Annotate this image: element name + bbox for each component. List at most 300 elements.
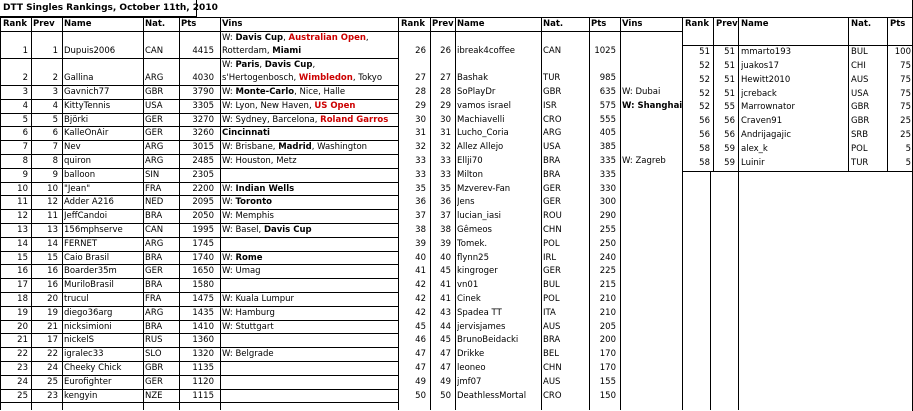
points-cell: 3305 xyxy=(192,100,214,111)
nationality: GBR xyxy=(851,116,870,127)
rank-cell: 47 xyxy=(415,363,426,373)
prev-cell: 15 xyxy=(47,252,58,263)
column-line xyxy=(398,18,399,410)
prev-cell: 11 xyxy=(47,211,58,222)
prev-cell: 7 xyxy=(52,142,58,153)
player-name: Eurofighter xyxy=(64,376,112,387)
wins-text: W: Houston, Metz xyxy=(222,156,297,166)
player-name: quiron xyxy=(64,156,92,166)
prev-cell: 12 xyxy=(47,197,58,208)
nationality: ARG xyxy=(145,142,164,153)
nationality: TUR xyxy=(851,157,869,168)
column-line xyxy=(179,18,180,410)
wins-cell xyxy=(222,210,398,223)
wins-cell xyxy=(222,224,398,237)
prev-cell: 49 xyxy=(440,376,451,387)
player-name: alex_k xyxy=(741,143,768,154)
rank-cell: 1 xyxy=(22,46,28,56)
rank-cell: 51 xyxy=(699,47,710,57)
prev-cell: 56 xyxy=(724,130,735,141)
nationality: BRA xyxy=(543,169,561,180)
player-name: Nev xyxy=(64,142,81,153)
sheet-title: DTT Singles Rankings, October 11th, 2010 xyxy=(3,3,218,13)
rank-cell: 10 xyxy=(17,183,28,194)
wins-cell xyxy=(222,72,398,85)
points-cell: 25 xyxy=(900,130,911,141)
points-cell: 225 xyxy=(599,266,616,277)
prev-cell: 22 xyxy=(47,349,58,360)
points-cell: 155 xyxy=(599,376,616,387)
wins-cell xyxy=(222,196,398,209)
rank-cell: 21 xyxy=(17,335,28,346)
wins-cell xyxy=(222,321,398,334)
prev-cell: 35 xyxy=(440,183,451,194)
rank-cell: 13 xyxy=(17,225,28,235)
major-win: Cincinnati xyxy=(222,128,270,139)
rank-cell: 15 xyxy=(17,252,28,263)
nationality: CHI xyxy=(851,60,866,71)
points-cell: 335 xyxy=(599,169,616,180)
nationality: BEL xyxy=(543,349,559,360)
rank-cell: 38 xyxy=(415,225,426,235)
player-name: ibreak4coffee xyxy=(457,46,516,56)
prev-cell: 30 xyxy=(440,114,451,125)
points-cell: 255 xyxy=(599,225,616,235)
wins-cell xyxy=(222,307,398,320)
rank-cell: 33 xyxy=(415,169,426,180)
points-cell: 2095 xyxy=(192,197,214,208)
rank-cell: 11 xyxy=(17,197,28,208)
wins-cell xyxy=(222,348,398,361)
prev-cell: 28 xyxy=(440,87,451,97)
player-name: Allez Allejo xyxy=(457,142,504,153)
rank-cell: 58 xyxy=(699,157,710,168)
prev-cell: 8 xyxy=(52,156,58,166)
prev-cell: 16 xyxy=(47,280,58,291)
rank-cell: 24 xyxy=(17,376,28,387)
rank-cell: 30 xyxy=(415,114,426,125)
mid-header-name: Name xyxy=(457,19,485,29)
points-cell: 1135 xyxy=(192,363,214,373)
player-name: igralec33 xyxy=(64,349,104,360)
player-name: Andrijagajic xyxy=(741,130,792,141)
wins-text: W: Sydney, Barcelona, xyxy=(222,114,321,125)
player-name: Machiavelli xyxy=(457,114,505,125)
column-line xyxy=(541,18,542,410)
rank-cell: 52 xyxy=(699,102,710,113)
prev-cell: 26 xyxy=(440,46,451,56)
column-line xyxy=(848,18,849,171)
points-cell: 555 xyxy=(599,114,616,125)
points-cell: 210 xyxy=(599,307,616,318)
nationality: GBR xyxy=(145,363,164,373)
nationality: TUR xyxy=(543,73,561,83)
player-name: flynn25 xyxy=(457,252,489,263)
points-cell: 75 xyxy=(900,102,911,113)
nationality: POL xyxy=(851,143,868,154)
player-name: diego36arg xyxy=(64,307,113,318)
rank-cell: 42 xyxy=(415,280,426,291)
rank-cell: 16 xyxy=(17,266,28,277)
rank-cell: 45 xyxy=(415,321,426,332)
column-line xyxy=(738,18,739,171)
player-name: Björki xyxy=(64,114,89,125)
nationality: BUL xyxy=(543,280,560,291)
rank-cell: 9 xyxy=(22,169,28,180)
points-cell: 385 xyxy=(599,142,616,153)
wins-text: , Tokyo xyxy=(352,73,383,83)
right-header-nat: Nat. xyxy=(851,19,872,29)
points-cell: 2485 xyxy=(192,156,214,166)
player-name: kengyin xyxy=(64,390,98,401)
prev-cell: 17 xyxy=(47,335,58,346)
rank-cell: 52 xyxy=(699,74,710,85)
column-line xyxy=(710,171,711,410)
prev-cell: 9 xyxy=(52,169,58,180)
wins-text: , Washington xyxy=(311,142,368,153)
player-name: Gallina xyxy=(64,73,94,83)
nationality: ISR xyxy=(543,100,557,111)
wins-cell xyxy=(222,86,398,99)
nationality: GER xyxy=(145,114,163,125)
player-name: BrunoBeidacki xyxy=(457,335,519,346)
wins-text: , xyxy=(312,60,316,70)
header-rank: Rank xyxy=(3,19,27,29)
wins-text: W: Memphis xyxy=(222,211,274,222)
points-cell: 2305 xyxy=(192,169,214,180)
rank-cell: 41 xyxy=(415,266,426,277)
player-name: Marrownator xyxy=(741,102,795,113)
wins-text: , xyxy=(365,33,369,43)
major-win: Miami xyxy=(272,46,302,56)
grand-slam-win: Australian Open xyxy=(288,33,366,43)
column-line xyxy=(455,18,456,410)
prev-cell: 31 xyxy=(440,128,451,139)
player-name: "Jean" xyxy=(64,183,91,194)
rank-cell: 18 xyxy=(17,294,28,304)
rank-cell: 39 xyxy=(415,238,426,249)
right-header-rank: Rank xyxy=(685,19,709,29)
player-name: KalleOnAir xyxy=(64,128,109,139)
grand-slam-win: Roland Garros xyxy=(320,114,389,125)
points-cell: 215 xyxy=(599,280,616,291)
nationality: ARG xyxy=(145,238,164,249)
wins-text: W: Basel, xyxy=(222,225,264,235)
points-cell: 1995 xyxy=(192,225,214,235)
major-win: Madrid xyxy=(278,142,312,153)
nationality: POL xyxy=(543,238,560,249)
header-prev: Prev xyxy=(33,19,55,29)
points-cell: 2200 xyxy=(192,183,214,194)
player-name: Gavnich77 xyxy=(64,87,110,97)
prev-cell: 16 xyxy=(47,266,58,277)
points-cell: 205 xyxy=(599,321,616,332)
nationality: NED xyxy=(145,197,164,208)
prev-cell: 5 xyxy=(52,114,58,125)
prev-cell: 43 xyxy=(440,307,451,318)
points-cell: 3015 xyxy=(192,142,214,153)
nationality: ROU xyxy=(543,211,562,222)
points-cell: 1580 xyxy=(192,280,214,291)
points-cell: 150 xyxy=(599,390,616,401)
prev-cell: 56 xyxy=(724,116,735,127)
points-cell: 575 xyxy=(599,100,616,111)
prev-cell: 25 xyxy=(47,376,58,387)
nationality: ARG xyxy=(145,307,164,318)
right-header-name: Name xyxy=(741,19,769,29)
mid-header-pts: Pts xyxy=(591,19,607,29)
nationality: GBR xyxy=(851,102,870,113)
player-name: SoPlayDr xyxy=(457,87,496,97)
header-vins: Vins xyxy=(222,19,243,29)
rank-cell: 58 xyxy=(699,143,710,154)
nationality: IRL xyxy=(543,252,557,263)
column-line xyxy=(62,18,63,410)
grand-slam-win: Wimbledon xyxy=(298,73,353,83)
column-line xyxy=(682,18,683,410)
nationality: AUS xyxy=(851,74,869,85)
player-name: 156mphserve xyxy=(64,225,123,235)
prev-cell: 32 xyxy=(440,142,451,153)
wins-cell xyxy=(222,100,398,113)
player-name: Spadea TT xyxy=(457,307,502,318)
points-cell: 1115 xyxy=(192,390,214,401)
wins-cell xyxy=(222,59,398,72)
points-cell: 170 xyxy=(599,363,616,373)
mid-header-prev: Prev xyxy=(432,19,454,29)
wins-cell xyxy=(222,155,398,168)
prev-cell: 33 xyxy=(440,156,451,166)
player-name: KittyTennis xyxy=(64,100,111,111)
column-line xyxy=(0,18,1,410)
wins-text: W: Hamburg xyxy=(222,307,275,318)
points-cell: 300 xyxy=(599,197,616,208)
major-win: Paris xyxy=(235,60,260,70)
prev-cell: 24 xyxy=(47,363,58,373)
rank-cell: 7 xyxy=(22,142,28,153)
nationality: SLO xyxy=(145,349,162,360)
player-name: JeffCandoi xyxy=(64,211,108,222)
nationality: NZE xyxy=(145,390,163,401)
prev-cell: 51 xyxy=(724,47,735,57)
rank-cell: 3 xyxy=(22,87,28,97)
player-name: jcreback xyxy=(741,88,777,99)
player-name: vn01 xyxy=(457,280,479,291)
rank-cell: 26 xyxy=(415,46,426,56)
column-line xyxy=(31,18,32,410)
prev-cell: 20 xyxy=(47,294,58,304)
nationality: USA xyxy=(851,88,869,99)
rank-cell: 52 xyxy=(699,60,710,71)
prev-cell: 27 xyxy=(440,73,451,83)
nationality: GER xyxy=(145,128,163,139)
nationality: POL xyxy=(543,294,560,304)
rank-cell: 25 xyxy=(17,390,28,401)
points-cell: 4415 xyxy=(192,46,214,56)
rank-cell: 12 xyxy=(17,211,28,222)
rank-cell: 28 xyxy=(415,87,426,97)
player-name: nicksimioni xyxy=(64,321,112,332)
wins-text: W: xyxy=(222,33,236,43)
wins-cell xyxy=(222,127,398,140)
rank-cell: 35 xyxy=(415,183,426,194)
player-name: trucul xyxy=(64,294,89,304)
wins-text: W: Umag xyxy=(222,266,261,277)
rank-cell: 36 xyxy=(415,197,426,208)
wins-text: W: xyxy=(222,87,236,97)
nationality: USA xyxy=(543,142,561,153)
rank-cell: 37 xyxy=(415,211,426,222)
prev-cell: 36 xyxy=(440,197,451,208)
column-line xyxy=(589,18,590,410)
points-cell: 290 xyxy=(599,211,616,222)
prev-cell: 55 xyxy=(724,102,735,113)
nationality: BRA xyxy=(145,321,163,332)
player-name: Hewitt2010 xyxy=(741,74,791,85)
prev-cell: 29 xyxy=(440,100,451,111)
column-line xyxy=(887,18,888,171)
prev-cell: 21 xyxy=(47,321,58,332)
wins-text: W: xyxy=(222,252,236,263)
player-name: Caio Brasil xyxy=(64,252,110,263)
player-name: Cinek xyxy=(457,294,481,304)
prev-cell: 41 xyxy=(440,280,451,291)
player-name: mmarto193 xyxy=(741,47,792,57)
rank-cell: 50 xyxy=(415,390,426,401)
prev-cell: 50 xyxy=(440,390,451,401)
prev-cell: 39 xyxy=(440,238,451,249)
wins-cell: W: Dubai xyxy=(622,87,661,97)
wins-cell xyxy=(222,45,398,58)
player-name: Dupuis2006 xyxy=(64,46,116,56)
nationality: CRO xyxy=(543,114,562,125)
rank-cell: 2 xyxy=(22,73,28,83)
player-name: juakos17 xyxy=(741,60,780,71)
rank-cell: 47 xyxy=(415,349,426,360)
prev-cell: 59 xyxy=(724,157,735,168)
points-cell: 405 xyxy=(599,128,616,139)
rank-cell: 42 xyxy=(415,307,426,318)
player-name: Boarder35m xyxy=(64,266,117,277)
points-cell: 1475 xyxy=(192,294,214,304)
points-cell: 1360 xyxy=(192,335,214,346)
points-cell: 75 xyxy=(900,88,911,99)
prev-cell: 37 xyxy=(440,211,451,222)
player-name: balloon xyxy=(64,169,96,180)
rank-cell: 40 xyxy=(415,252,426,263)
major-win: Monte-Carlo xyxy=(235,87,295,97)
nationality: GER xyxy=(145,266,163,277)
header-nat: Nat. xyxy=(145,19,166,29)
wins-cell: W: Shanghai xyxy=(622,100,683,111)
nationality: AUS xyxy=(543,321,561,332)
header-pts: Pts xyxy=(181,19,197,29)
player-name: Gêmeos xyxy=(457,225,492,235)
nationality: CAN xyxy=(145,46,164,56)
rank-cell: 27 xyxy=(415,73,426,83)
header-bottom-line xyxy=(0,31,682,32)
wins-text: , Nice, Halle xyxy=(294,87,346,97)
right-header-pts: Pts xyxy=(890,19,906,29)
prev-cell: 14 xyxy=(47,238,58,249)
wins-cell xyxy=(222,32,398,45)
points-cell: 5 xyxy=(905,157,911,168)
wins-cell xyxy=(222,141,398,154)
major-win: Toronto xyxy=(235,197,272,208)
wins-cell xyxy=(222,114,398,127)
points-cell: 1320 xyxy=(192,349,214,360)
wins-text: W: xyxy=(222,183,236,194)
points-cell: 25 xyxy=(900,116,911,127)
wins-text: W: Lyon, New Haven, xyxy=(222,100,315,111)
column-line xyxy=(430,18,431,410)
column-line xyxy=(713,18,714,171)
rank-cell: 32 xyxy=(415,142,426,153)
nationality: FRA xyxy=(145,183,162,194)
player-name: Jens xyxy=(457,197,475,208)
wins-text: , xyxy=(259,60,265,70)
player-name: Lucho_Coria xyxy=(457,128,509,139)
wins-text: W: Brisbane, xyxy=(222,142,279,153)
header-name: Name xyxy=(64,19,92,29)
points-cell: 330 xyxy=(599,183,616,194)
nationality: CRO xyxy=(543,390,562,401)
nationality: BRA xyxy=(543,156,561,166)
points-cell: 1435 xyxy=(192,307,214,318)
player-name: Tomek. xyxy=(457,238,488,249)
column-line xyxy=(220,18,221,410)
wins-text: s'Hertogenbosch, xyxy=(222,73,299,83)
mid-header-nat: Nat. xyxy=(543,19,564,29)
wins-cell xyxy=(222,293,398,306)
prev-cell: 44 xyxy=(440,321,451,332)
points-cell: 1650 xyxy=(192,266,214,277)
column-line xyxy=(143,18,144,410)
prev-cell: 13 xyxy=(47,225,58,235)
major-win: Rome xyxy=(235,252,263,263)
points-cell: 75 xyxy=(900,74,911,85)
rank-cell: 6 xyxy=(22,128,28,139)
nationality: ARG xyxy=(543,128,562,139)
nationality: GBR xyxy=(543,87,562,97)
player-name: jervisjames xyxy=(457,321,506,332)
rank-cell: 8 xyxy=(22,156,28,166)
nationality: AUS xyxy=(543,376,561,387)
prev-cell: 6 xyxy=(52,128,58,139)
points-cell: 210 xyxy=(599,294,616,304)
player-name: Luinir xyxy=(741,157,765,168)
player-name: Mzverev-Fan xyxy=(457,183,511,194)
nationality: SIN xyxy=(145,169,160,180)
prev-cell: 23 xyxy=(47,390,58,401)
column-line xyxy=(738,171,739,410)
major-win: Indian Wells xyxy=(235,183,295,194)
rank-cell: 20 xyxy=(17,321,28,332)
grand-slam-win: US Open xyxy=(314,100,356,111)
header-top-line xyxy=(0,17,913,18)
nationality: CAN xyxy=(543,46,562,56)
nationality: FRA xyxy=(145,294,162,304)
player-name: lucian_iasi xyxy=(457,211,501,222)
points-cell: 1745 xyxy=(192,238,214,249)
nationality: CHN xyxy=(543,363,562,373)
points-cell: 100 xyxy=(894,47,911,57)
points-cell: 985 xyxy=(599,73,616,83)
points-cell: 635 xyxy=(599,87,616,97)
player-name: Milton xyxy=(457,169,483,180)
rank-cell: 49 xyxy=(415,376,426,387)
mid-header-rank: Rank xyxy=(401,19,425,29)
